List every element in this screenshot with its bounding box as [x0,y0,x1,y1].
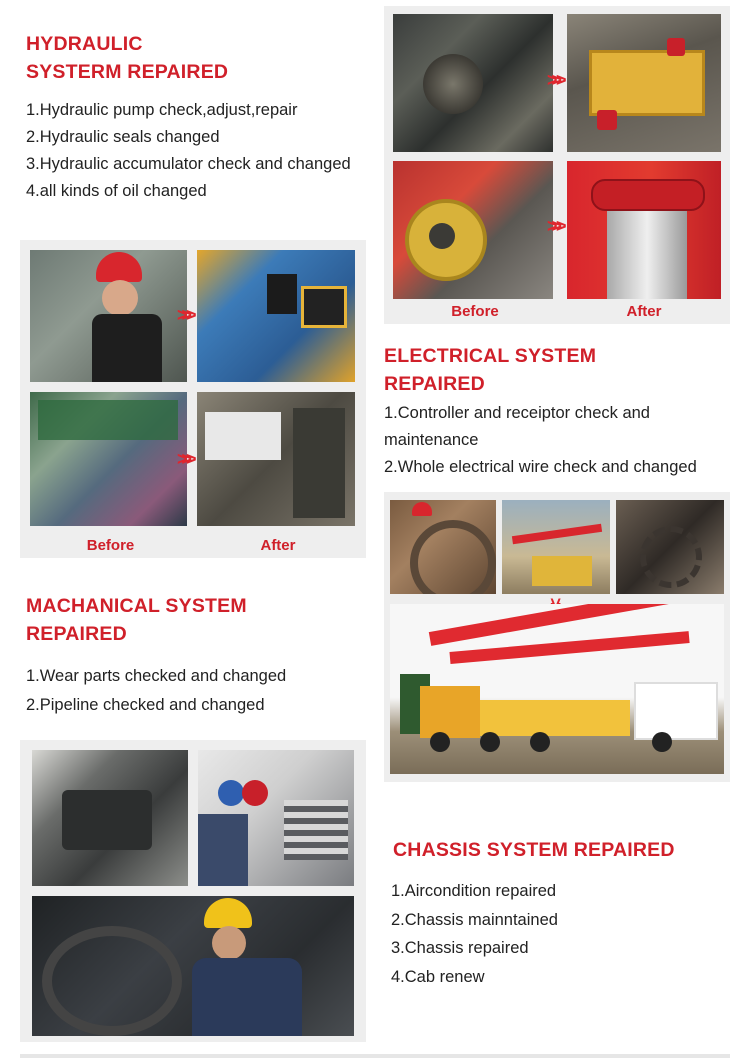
electrical-caption-after: After [260,537,296,554]
hydraulic-arrow-bottom-icon: >>> [547,216,561,236]
electrical-heading-line2: REPAIRED [384,373,485,395]
electrical-arrow-bottom-icon: >>> [177,449,191,469]
electrical-caption-before: Before [86,537,135,554]
mechanical-photo-1 [390,500,496,594]
list-item: 4.Cab renew [391,967,485,986]
electrical-before-photo-top [30,250,187,382]
list-item: 1.Controller and receiptor check and [384,404,650,422]
electrical-after-photo-bottom [197,392,355,526]
list-item: maintenance [384,431,479,449]
list-item: 1.Hydraulic pump check,adjust,repair [26,101,298,119]
mechanical-heading-line1: MACHANICAL SYSTEM [26,595,247,617]
list-item: 3.Chassis repaired [391,939,529,957]
chassis-heading: CHASSIS SYSTEM REPAIRED [393,839,675,861]
electrical-before-photo-bottom [30,392,187,526]
list-item: 2.Whole electrical wire check and changed [384,458,697,476]
hydraulic-list [26,97,351,205]
mechanical-photo-3 [616,500,724,594]
mechanical-list [26,662,286,720]
list-item: 2.Hydraulic seals changed [26,128,220,146]
hydraulic-heading-line1: HYDRAULIC [26,33,143,55]
hydraulic-before-photo-top [393,14,553,152]
hydraulic-caption-after: After [626,303,662,320]
hydraulic-after-photo-top [567,14,721,152]
list-item: 1.Aircondition repaired [391,882,557,900]
list-item: 1.Wear parts checked and changed [26,667,287,685]
mechanical-heading [26,592,247,648]
hydraulic-caption-before: Before [451,303,499,320]
list-item: 2.Pipeline checked and changed [26,696,265,714]
electrical-heading [384,342,596,398]
hydraulic-after-photo-bottom [567,161,721,299]
hydraulic-heading-line2: SYSTERM REPAIRED [26,61,229,83]
mechanical-pump-truck-photo [390,604,724,774]
hydraulic-arrow-top-icon: >>> [547,70,561,90]
chassis-list [391,877,558,991]
footer-divider [20,1054,730,1058]
electrical-heading-line1: ELECTRICAL SYSTEM [384,345,597,367]
list-item: 2.Chassis mainntained [391,910,558,929]
electrical-list [384,400,697,481]
chassis-mechanic-photo [32,896,354,1036]
electrical-arrow-top-icon: >>> [177,305,191,325]
electrical-after-photo-top [197,250,355,382]
mechanical-photo-2 [502,500,610,594]
list-item: 4.all kinds of oil changed [26,182,207,200]
mechanical-heading-line2: REPAIRED [26,623,127,645]
hydraulic-before-photo-bottom [393,161,553,299]
chassis-aircon-photo [198,750,354,886]
list-item: 3.Hydraulic accumulator check and changed [26,155,351,173]
chassis-engine-photo [32,750,188,886]
hydraulic-heading [26,30,228,86]
